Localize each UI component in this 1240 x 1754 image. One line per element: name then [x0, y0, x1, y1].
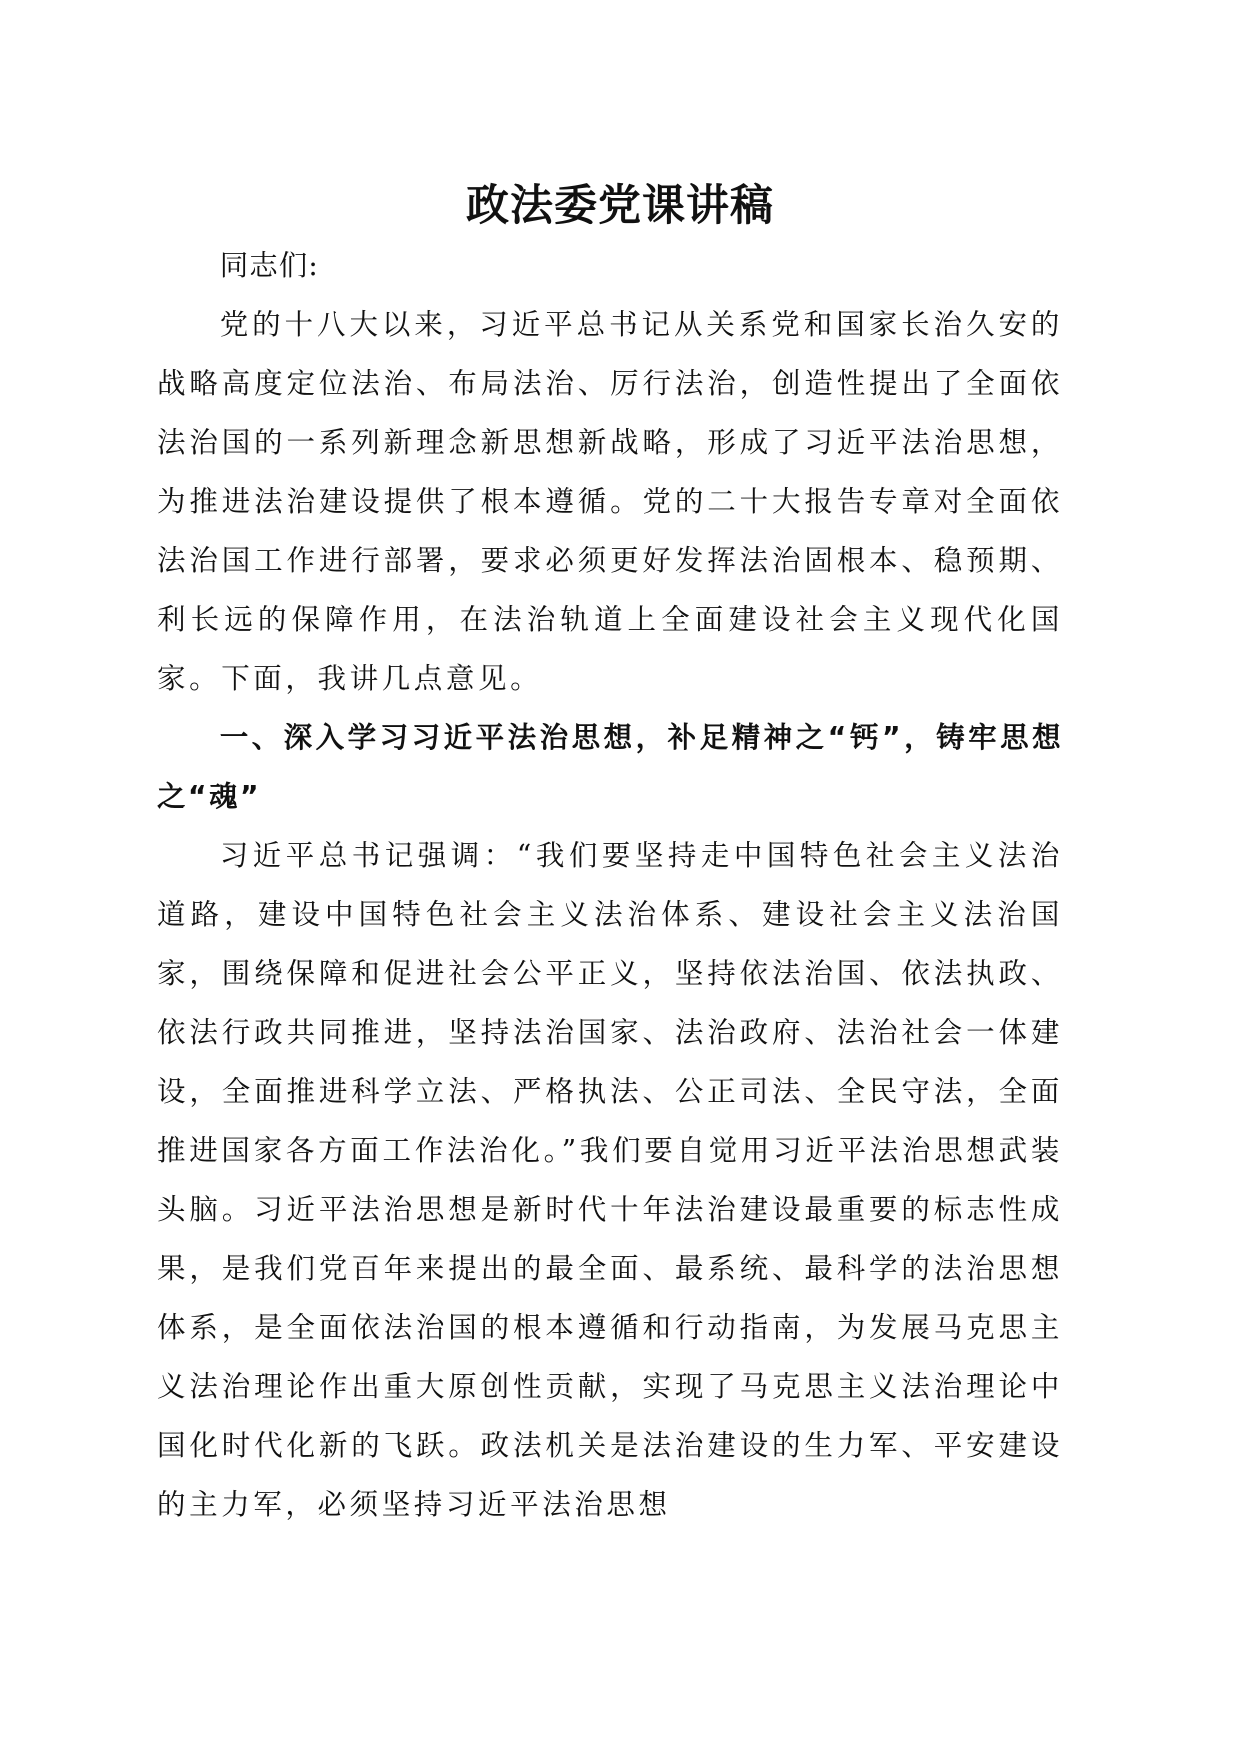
document-body	[157, 236, 1063, 1534]
paragraph-section-1: 习近平总书记强调：“我们要坚持走中国特色社会主义法治道路，建设中国特色社会主义法治体系、建设社会主义法治国家，围绕保障和促进社会公平正义，坚持依法治国、依法执政、依法行政共同推进，坚持法治国家、法治政府、法治社会一体建设，全面推进科学立法、严格执法、公正司法、全民守法，全面推进国家各方面工作法治化。”我们要自觉用习近平法治思想武装头脑。习近平法治思想是新时代十年法治建设最重要的标志性成果，是我们党百年来提出的最全面、最系统、最科学的法治思想体系，是全面依法治国的根本遵循和行动指南，为发展马克思主义法治理论作出重大原创性贡献，实现了马克思主义法治理论中国化时代化新的飞跃。政法机关是法治建设的生力军、平安建设的主力军，必须坚持习近平法治思想	[157, 839, 1063, 1521]
section-heading-1: 一、深入学习习近平法治思想，补足精神之“钙”，铸牢思想之“魂”	[157, 721, 1063, 813]
document-title: 政法委党课讲稿	[466, 181, 774, 231]
paragraph-intro: 党的十八大以来，习近平总书记从关系党和国家长治久安的战略高度定位法治、布局法治、厉行法治，创造性提出了全面依法治国的一系列新理念新思想新战略，形成了习近平法治思想，为推进法治建设提供了根本遵循。党的二十大报告专章对全面依法治国工作进行部署，要求必须更好发挥法治固根本、稳预期、利长远的保障作用，在法治轨道上全面建设社会主义现代化国家。下面，我讲几点意见。	[157, 308, 1063, 695]
salutation: 同志们:	[219, 249, 319, 282]
